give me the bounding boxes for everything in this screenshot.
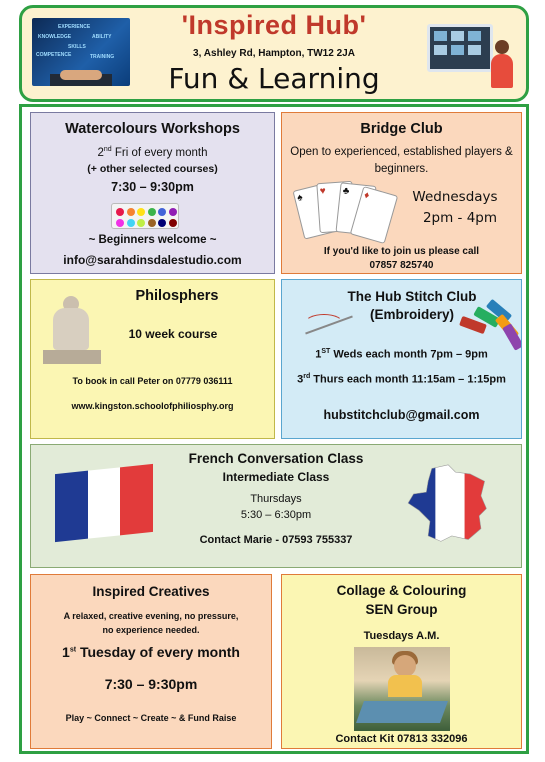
french-subtitle: Intermediate Class — [222, 470, 330, 484]
bridge-title: Bridge Club — [360, 121, 443, 137]
paint-dot — [169, 219, 177, 227]
french-title: French Conversation Class — [188, 451, 364, 466]
stitch-schedule-1: 1ST Weds each month 7pm – 9pm — [315, 348, 488, 361]
watercolours-welcome: ~ Beginners welcome ~ — [88, 234, 217, 246]
creatives-time: 7:30 – 9:30pm — [104, 676, 198, 692]
collage-contact: Contact Kit 07813 332096 — [335, 733, 468, 745]
paint-dot — [169, 208, 177, 216]
creatives-card — [30, 574, 272, 749]
paint-dot — [116, 208, 124, 216]
creatives-title: Inspired Creatives — [92, 584, 210, 599]
person-head — [495, 40, 509, 54]
collage-subtitle: SEN Group — [365, 602, 438, 617]
skill-word: SKILLS — [68, 44, 86, 50]
philosophers-title: Philosphers — [135, 288, 219, 304]
bridge-time: 2pm - 4pm — [422, 210, 498, 226]
creatives-description-1: A relaxed, creative evening, no pressure, — [63, 611, 239, 621]
child-colouring-photo — [354, 647, 450, 731]
philosophers-website[interactable]: www.kingston.schoolofphiliosphy.org — [71, 401, 234, 411]
stitch-subtitle: (Embroidery) — [369, 307, 454, 322]
paint-dot — [127, 219, 135, 227]
philosopher-statue-image — [41, 294, 103, 368]
paint-dot — [116, 219, 124, 227]
bridge-description: Open to experienced, established players & beginners. — [290, 146, 513, 175]
watercolours-schedule: 2nd Fri of every month — [97, 146, 208, 159]
watercolours-email[interactable]: info@sarahdinsdalestudio.com — [63, 253, 242, 267]
french-card — [30, 444, 522, 568]
france-map-image — [403, 463, 497, 545]
skill-word: EXPERIENCE — [58, 24, 91, 30]
philosophers-booking: To book in call Peter on 07779 036111 — [72, 376, 233, 386]
paint-dot — [158, 219, 166, 227]
creatives-footer: Play ~ Connect ~ Create ~ & Fund Raise — [65, 713, 237, 723]
paint-dot — [137, 219, 145, 227]
collage-when: Tuesdays A.M. — [363, 630, 440, 642]
paint-dot — [148, 219, 156, 227]
french-contact: Contact Marie - 07593 755337 — [199, 534, 353, 546]
bridge-phone: 07857 825740 — [369, 260, 434, 271]
bridge-card — [281, 112, 522, 274]
bridge-join: If you'd like to join us please call — [323, 246, 480, 257]
stitch-club-card — [281, 279, 522, 439]
header-banner — [19, 5, 529, 102]
watercolours-card — [30, 112, 275, 274]
page-title: 'Inspired Hub' — [181, 10, 367, 40]
watercolours-time: 7:30 – 9:30pm — [111, 180, 194, 194]
philosophers-card — [30, 279, 275, 439]
skill-word: ABILITY — [92, 34, 112, 40]
skill-word: KNOWLEDGE — [38, 34, 72, 40]
creatives-when: 1st Tuesday of every month — [62, 644, 240, 660]
video-call-image — [419, 22, 517, 90]
paint-dot — [127, 208, 135, 216]
paint-dot — [158, 208, 166, 216]
french-time: 5:30 – 6:30pm — [240, 509, 312, 521]
tagline: Fun & Learning — [168, 62, 380, 95]
skill-word: COMPETENCE — [36, 52, 72, 58]
creatives-description-2: no experience needed. — [102, 625, 200, 635]
bridge-day: Wednesdays — [412, 189, 498, 205]
collage-card — [281, 574, 522, 749]
person-shape — [491, 54, 513, 88]
paint-palette-image — [111, 203, 179, 229]
playing-cards-image: ♠ ♥ ♣ ♦ — [298, 180, 396, 242]
screen-shape — [427, 24, 493, 72]
philosophers-course: 10 week course — [128, 327, 218, 341]
french-day: Thursdays — [250, 493, 302, 505]
stitch-schedule-2: 3rd Thurs each month 11:15am – 1:15pm — [297, 373, 506, 386]
stitch-title: The Hub Stitch Club — [347, 289, 477, 304]
watercolours-note: (+ other selected courses) — [87, 163, 218, 175]
paint-dot — [148, 208, 156, 216]
paint-dot — [137, 208, 145, 216]
stitch-email[interactable]: hubstitchclub@gmail.com — [323, 408, 480, 422]
address: 3, Ashley Rd, Hampton, TW12 2JA — [193, 48, 355, 59]
watercolours-title: Watercolours Workshops — [65, 121, 240, 137]
skill-word: TRAINING — [90, 54, 115, 60]
collage-title: Collage & Colouring — [336, 583, 467, 598]
